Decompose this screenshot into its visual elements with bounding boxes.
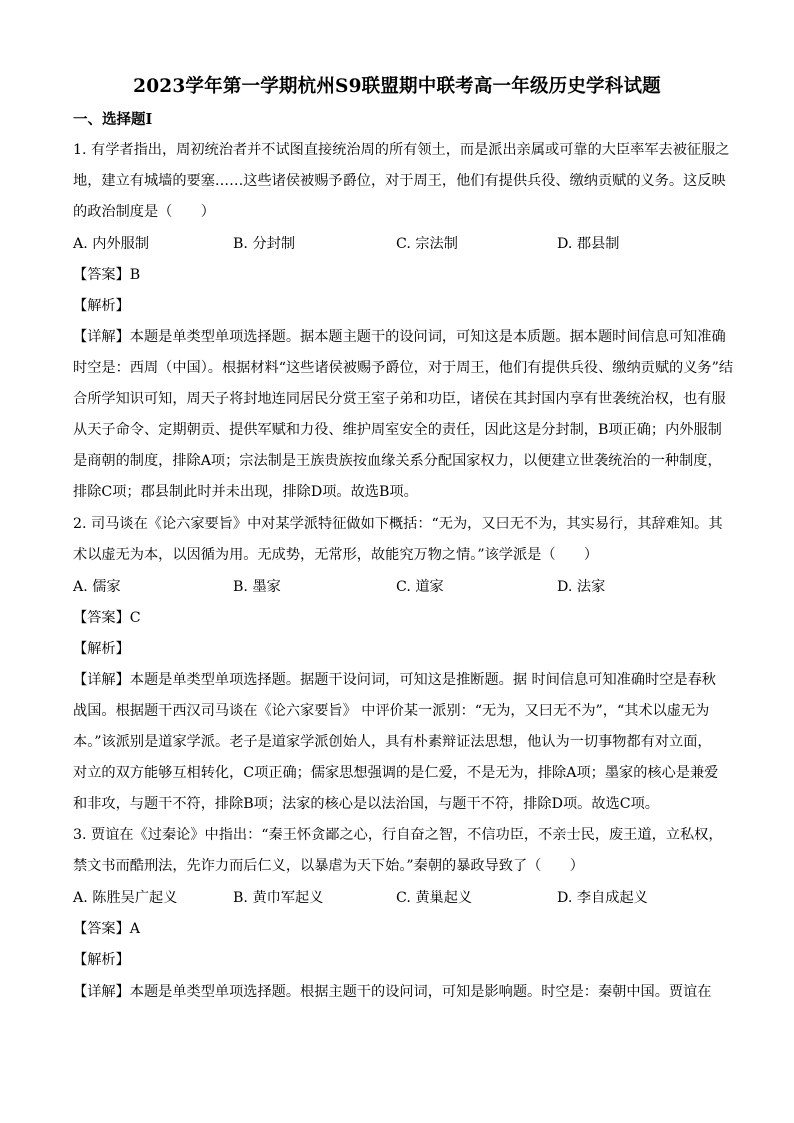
q2-detail-line: 对立的双方能够互相转化，C项正确；儒家思想强调的是仁爱，不是无为，排除A项；墨家的核心是兼爱 xyxy=(73,765,719,781)
q2-option-a: A. 儒家 xyxy=(73,579,121,595)
q3-option-b: B. 黄巾军起义 xyxy=(233,890,324,906)
q1-stem-line: 1. 有学者指出，周初统治者并不试图直接统治周的所有领土，而是派出亲属或可靠的大臣率军去被征服之 xyxy=(73,142,730,158)
q1-detail-line: 合所学知识可知，周天子将封地连同居民分赏王室子弟和功臣，诸侯在其封国内享有世袭统治权，也有服 xyxy=(73,391,726,407)
q1-detail-line: 【详解】本题是单类型单项选择题。据本题主题干的设问词，可知这是本质题。据本题时间信息可知准确 xyxy=(73,329,726,345)
q3-option-c: C. 黄巢起义 xyxy=(396,890,473,906)
q1-detail-line: 是商朝的制度，排除A项；宗法制是王族贵族按血缘关系分配国家权力，以便建立世袭统治的一种制度， xyxy=(73,453,722,469)
q1-stem-line: 的政治制度是（ ） xyxy=(73,204,215,220)
q2-option-d: D. 法家 xyxy=(557,579,606,595)
q2-option-c: C. 道家 xyxy=(396,579,444,595)
q1-option-a: A. 内外服制 xyxy=(73,236,150,252)
q1-stem-line: 地，建立有城墙的要塞……这些诸侯被赐予爵位，对于周王，他们有提供兵役、缴纳贡赋的义务。这反映 xyxy=(73,173,726,189)
q2-stem-line: 术以虚无为本，以因循为用。无成势，无常形，故能究万物之情。”该学派是（ ） xyxy=(73,547,599,563)
q3-analysis-label: 【解析】 xyxy=(73,952,130,968)
q3-answer: 【答案】A xyxy=(73,921,140,937)
q2-stem-line: 2. 司马谈在《论六家要旨》中对某学派特征做如下概括：“无为，又曰无不为，其实易行，其辞难知。其 xyxy=(73,516,723,532)
q1-answer: 【答案】B xyxy=(73,267,141,283)
q1-option-c: C. 宗法制 xyxy=(396,236,458,252)
q1-option-b: B. 分封制 xyxy=(233,236,296,252)
q1-option-d: D. 郡县制 xyxy=(557,236,620,252)
q2-detail-line: 【详解】本题是单类型单项选择题。据题干设问词，可知这是推断题。据 时间信息可知准确时空是春秋 xyxy=(73,672,716,688)
q2-answer: 【答案】C xyxy=(73,610,141,626)
q2-analysis-label: 【解析】 xyxy=(73,641,130,657)
q3-stem-line: 禁文书而酷刑法，先诈力而后仁义，以暴虐为天下始。”秦朝的暴政导致了（ ） xyxy=(73,858,584,874)
page-title: 2023学年第一学期杭州S9联盟期中联考高一年级历史学科试题 xyxy=(133,76,661,97)
q2-detail-line: 本。”该派别是道家学派。老子是道家学派创始人，具有朴素辩证法思想，他认为一切事物都有对立面， xyxy=(73,734,712,750)
q1-analysis-label: 【解析】 xyxy=(73,298,130,314)
q2-detail-line: 战国。根据题干西汉司马谈在《论六家要旨》 中评价某一派别：“无为，又曰无不为”，“其术以虚无为 xyxy=(73,703,710,719)
q3-stem-line: 3. 贾谊在《过秦论》中指出：“秦王怀贪鄙之心，行自奋之智，不信功臣，不亲士民，废王道，立私权， xyxy=(73,827,723,843)
q2-option-b: B. 墨家 xyxy=(233,579,281,595)
q3-detail-line: 【详解】本题是单类型单项选择题。根据主题干的设问词，可知是影响题。时空是：秦朝中国。贾谊在 xyxy=(73,984,712,1000)
q2-detail-line: 和非攻，与题干不符，排除B项；法家的核心是以法治国，与题干不符，排除D项。故选C项。 xyxy=(73,796,659,812)
q3-option-a: A. 陈胜吴广起义 xyxy=(73,890,178,906)
q1-detail-line: 排除C项；郡县制此时并未出现，排除D项。故选B项。 xyxy=(73,484,418,500)
q3-option-d: D. 李自成起义 xyxy=(557,890,648,906)
section-heading: 一、选择题Ⅰ xyxy=(73,111,153,128)
q1-detail-line: 从天子命令、定期朝贡、提供军赋和力役、维护周室安全的责任，因此这是分封制，B项正确；内外服制 xyxy=(73,422,722,438)
q1-detail-line: 时空是：西周（中国）。根据材料“这些诸侯被赐予爵位，对于周王，他们有提供兵役、缴纳贡赋的义务”结 xyxy=(73,360,734,376)
